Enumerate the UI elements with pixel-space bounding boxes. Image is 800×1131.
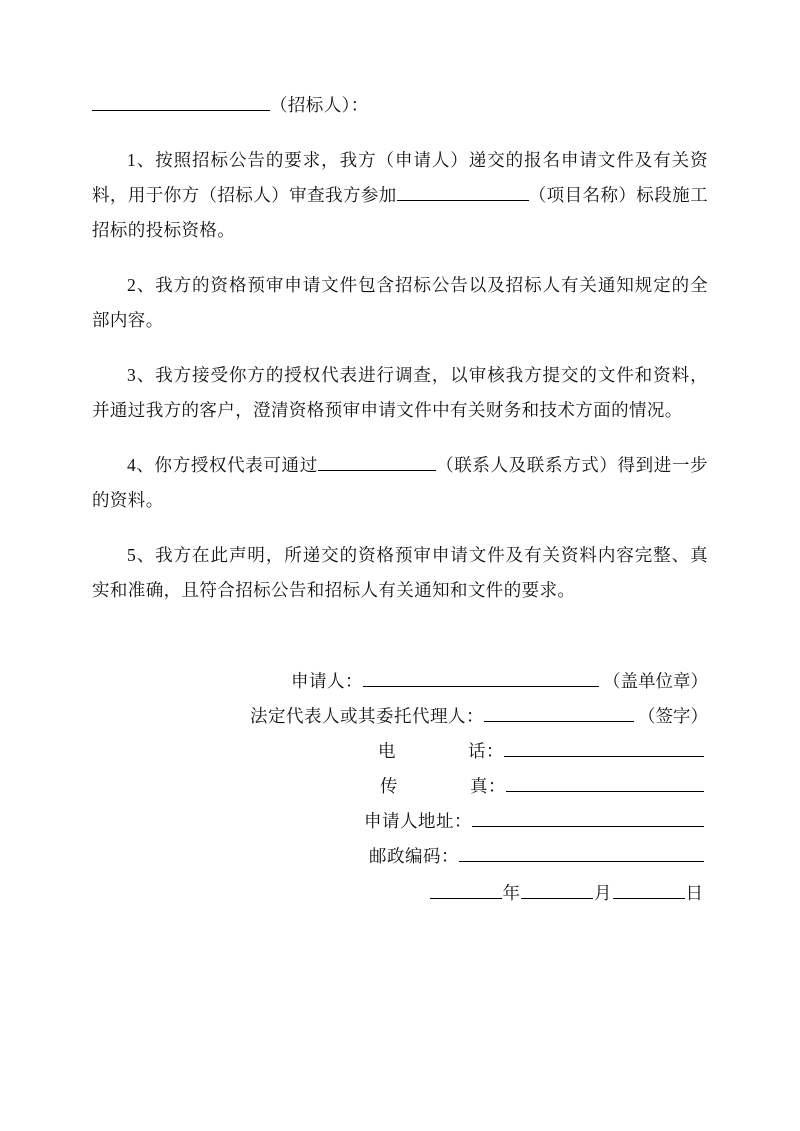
date-year-input[interactable]: [430, 880, 502, 899]
signature-row-applicant: [92, 664, 708, 699]
fax-label: 传 真：: [380, 776, 506, 796]
paragraph-4-number: 4、: [127, 455, 155, 475]
date-month-label: 月: [594, 883, 612, 903]
document-body: [92, 88, 708, 911]
signature-row-postal-code: [92, 839, 708, 874]
legal-representative-suffix: （签字）: [638, 706, 708, 726]
applicant-input[interactable]: [363, 668, 599, 687]
telephone-input[interactable]: [504, 738, 704, 757]
paragraph-2-text: 我方的资格预审申请文件包含招标公告以及招标人有关通知规定的全部内容。: [92, 275, 708, 330]
signature-row-fax: [92, 769, 708, 804]
signature-row-telephone: [92, 734, 708, 769]
postal-code-label: 邮政编码：: [369, 846, 459, 866]
paragraph-3: [92, 358, 708, 428]
address-input[interactable]: [472, 808, 704, 827]
paragraph-5-number: 5、: [127, 545, 156, 565]
signature-row-legal-representative: [92, 699, 708, 734]
paragraph-1-text-after: （项目名称）标段施工招标的投标资格。: [92, 185, 708, 240]
paragraph-4-text-before: 你方授权代表可通过: [154, 455, 318, 475]
paragraph-1: [92, 143, 708, 248]
telephone-label: 电 话：: [378, 741, 504, 761]
date-year-label: 年: [502, 883, 520, 903]
postal-code-input[interactable]: [459, 843, 704, 862]
contact-blank[interactable]: [318, 452, 436, 471]
applicant-label: 申请人：: [291, 671, 363, 691]
addressee-blank[interactable]: [92, 92, 270, 111]
paragraph-2-number: 2、: [127, 275, 156, 295]
signature-block: [92, 664, 708, 911]
paragraph-1-number: 1、: [127, 150, 156, 170]
date-day-label: 日: [685, 883, 703, 903]
applicant-suffix: （盖单位章）: [603, 671, 708, 691]
paragraph-1-text-before: 按照招标公告的要求，我方（申请人）递交的报名申请文件及有关资料，用于你方（招标人）审查我方参加: [92, 150, 708, 205]
address-label: 申请人地址：: [364, 811, 472, 831]
paragraph-3-text: 我方接受你方的授权代表进行调查，以审核我方提交的文件和资料，并通过我方的客户，澄清资格预审申请文件中有关财务和技术方面的情况。: [92, 365, 708, 420]
date-month-input[interactable]: [521, 880, 593, 899]
project-name-blank[interactable]: [397, 182, 529, 201]
signature-row-date: [92, 876, 708, 911]
addressee-line: [92, 88, 708, 123]
paragraph-2: [92, 268, 708, 338]
signature-row-address: [92, 804, 708, 839]
date-day-input[interactable]: [613, 880, 685, 899]
paragraph-5-text: 我方在此声明，所递交的资格预审申请文件及有关资料内容完整、真实和准确，且符合招标公告和招标人有关通知和文件的要求。: [92, 545, 708, 600]
paragraph-4-text-after: （联系人及联系方式）得到进一步的资料。: [92, 455, 708, 510]
paragraph-4: [92, 448, 708, 518]
legal-representative-input[interactable]: [484, 703, 634, 722]
paragraph-3-number: 3、: [127, 365, 156, 385]
addressee-suffix: （招标人）：: [270, 95, 369, 115]
paragraph-5: [92, 538, 708, 608]
fax-input[interactable]: [506, 773, 704, 792]
legal-representative-label: 法定代表人或其委托代理人：: [250, 706, 484, 726]
